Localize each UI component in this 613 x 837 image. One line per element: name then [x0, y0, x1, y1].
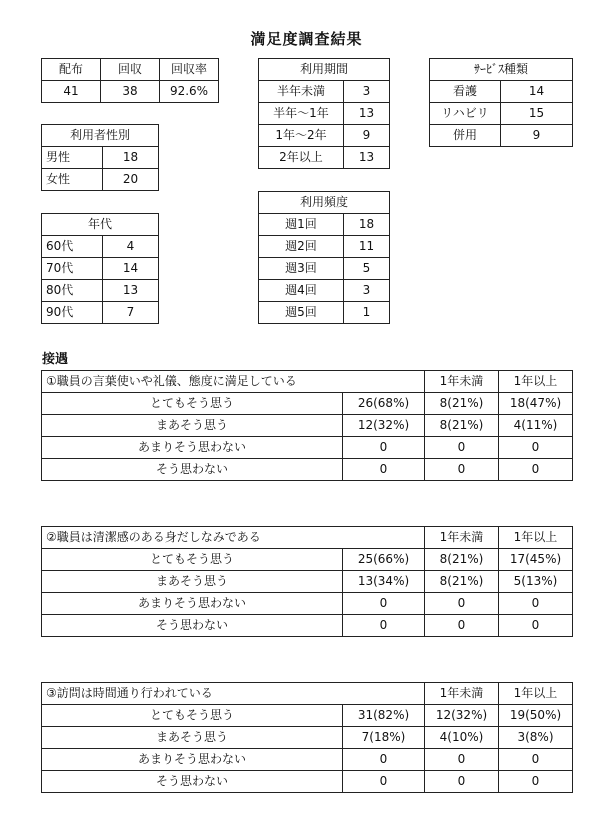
- row-label: 併用: [430, 125, 501, 147]
- table-row: [259, 214, 390, 236]
- answer-over-1yr: 0: [499, 593, 573, 615]
- row-label: 週2回: [259, 236, 344, 258]
- column-header-over-1yr: 1年以上: [499, 683, 573, 705]
- row-value: 13: [103, 280, 159, 302]
- period-table: [258, 58, 390, 169]
- answer-over-1yr: 0: [499, 437, 573, 459]
- row-value: 5: [344, 258, 390, 280]
- row-value: 14: [501, 81, 573, 103]
- answer-under-1yr: 0: [425, 437, 499, 459]
- row-value: 7: [103, 302, 159, 324]
- row-label: 週4回: [259, 280, 344, 302]
- frequency-header: 利用頻度: [259, 192, 390, 214]
- answer-label: まあそう思う: [42, 727, 343, 749]
- table-row: [259, 258, 390, 280]
- row-value: 18: [103, 147, 159, 169]
- gender-table: [41, 124, 159, 191]
- answer-total: 0: [343, 749, 425, 771]
- answer-total: 0: [343, 459, 425, 481]
- table-row: [42, 571, 573, 593]
- table-header-row: [430, 59, 573, 81]
- question-table-2: [41, 526, 573, 637]
- collection-rate-value: 92.6%: [160, 81, 219, 103]
- row-label: 60代: [42, 236, 103, 258]
- table-row: [42, 258, 159, 280]
- question-table-3: [41, 682, 573, 793]
- row-value: 18: [344, 214, 390, 236]
- answer-over-1yr: 18(47%): [499, 393, 573, 415]
- table-row: [259, 103, 390, 125]
- page-title: 満足度調査結果: [250, 30, 363, 48]
- row-label: 週3回: [259, 258, 344, 280]
- answer-total: 0: [343, 771, 425, 793]
- answer-label: そう思わない: [42, 459, 343, 481]
- row-label: 週5回: [259, 302, 344, 324]
- row-label: 半年～1年: [259, 103, 344, 125]
- table-row: [42, 169, 159, 191]
- answer-label: とてもそう思う: [42, 549, 343, 571]
- table-row: [42, 280, 159, 302]
- age-table: [41, 213, 159, 324]
- table-row: [430, 125, 573, 147]
- row-value: 11: [344, 236, 390, 258]
- answer-over-1yr: 0: [499, 771, 573, 793]
- table-header-row: [42, 125, 159, 147]
- row-value: 13: [344, 147, 390, 169]
- collection-distributed-value: 41: [42, 81, 101, 103]
- answer-over-1yr: 3(8%): [499, 727, 573, 749]
- answer-total: 7(18%): [343, 727, 425, 749]
- column-header-under-1yr: 1年未満: [425, 683, 499, 705]
- table-row: [42, 236, 159, 258]
- answer-total: 26(68%): [343, 393, 425, 415]
- row-value: 3: [344, 81, 390, 103]
- answer-under-1yr: 0: [425, 749, 499, 771]
- question-table-1: [41, 370, 573, 481]
- answer-over-1yr: 4(11%): [499, 415, 573, 437]
- row-value: 4: [103, 236, 159, 258]
- answer-total: 25(66%): [343, 549, 425, 571]
- answer-total: 0: [343, 615, 425, 637]
- row-value: 1: [344, 302, 390, 324]
- answer-label: あまりそう思わない: [42, 749, 343, 771]
- table-header-row: [42, 371, 573, 393]
- row-label: 1年～2年: [259, 125, 344, 147]
- answer-under-1yr: 12(32%): [425, 705, 499, 727]
- answer-label: そう思わない: [42, 615, 343, 637]
- answer-label: あまりそう思わない: [42, 437, 343, 459]
- row-label: リハビリ: [430, 103, 501, 125]
- table-row: [42, 393, 573, 415]
- table-row: [42, 593, 573, 615]
- collection-header-distributed: 配布: [42, 59, 101, 81]
- table-row: [42, 81, 219, 103]
- table-row: [430, 81, 573, 103]
- question-title: ①職員の言葉使いや礼儀、態度に満足している: [42, 371, 425, 393]
- answer-under-1yr: 0: [425, 593, 499, 615]
- table-row: [42, 302, 159, 324]
- row-value: 20: [103, 169, 159, 191]
- row-label: 2年以上: [259, 147, 344, 169]
- answer-label: とてもそう思う: [42, 705, 343, 727]
- collection-header-rate: 回収率: [160, 59, 219, 81]
- service-table: [429, 58, 573, 147]
- table-row: [42, 459, 573, 481]
- answer-label: まあそう思う: [42, 571, 343, 593]
- row-value: 13: [344, 103, 390, 125]
- answer-under-1yr: 8(21%): [425, 571, 499, 593]
- answer-total: 12(32%): [343, 415, 425, 437]
- answer-over-1yr: 0: [499, 459, 573, 481]
- answer-over-1yr: 0: [499, 749, 573, 771]
- table-header-row: [42, 683, 573, 705]
- row-label: 看護: [430, 81, 501, 103]
- collection-header-collected: 回収: [101, 59, 160, 81]
- answer-total: 0: [343, 593, 425, 615]
- row-label: 半年未満: [259, 81, 344, 103]
- answer-label: あまりそう思わない: [42, 593, 343, 615]
- answer-under-1yr: 0: [425, 615, 499, 637]
- answer-total: 13(34%): [343, 571, 425, 593]
- table-row: [42, 771, 573, 793]
- row-value: 9: [501, 125, 573, 147]
- age-header: 年代: [42, 214, 159, 236]
- table-row: [42, 705, 573, 727]
- row-value: 15: [501, 103, 573, 125]
- question-title: ③訪問は時間通り行われている: [42, 683, 425, 705]
- answer-under-1yr: 8(21%): [425, 393, 499, 415]
- table-header-row: [42, 527, 573, 549]
- answer-over-1yr: 17(45%): [499, 549, 573, 571]
- column-header-over-1yr: 1年以上: [499, 371, 573, 393]
- table-row: [42, 59, 219, 81]
- answer-over-1yr: 19(50%): [499, 705, 573, 727]
- service-header: ｻｰﾋﾞｽ種類: [430, 59, 573, 81]
- period-header: 利用期間: [259, 59, 390, 81]
- table-row: [259, 147, 390, 169]
- table-row: [430, 103, 573, 125]
- table-header-row: [259, 192, 390, 214]
- table-row: [42, 615, 573, 637]
- table-row: [42, 727, 573, 749]
- table-row: [42, 549, 573, 571]
- answer-over-1yr: 5(13%): [499, 571, 573, 593]
- column-header-over-1yr: 1年以上: [499, 527, 573, 549]
- answer-under-1yr: 4(10%): [425, 727, 499, 749]
- row-value: 14: [103, 258, 159, 280]
- answer-label: そう思わない: [42, 771, 343, 793]
- answer-under-1yr: 0: [425, 771, 499, 793]
- table-row: [259, 236, 390, 258]
- column-header-under-1yr: 1年未満: [425, 371, 499, 393]
- row-value: 9: [344, 125, 390, 147]
- answer-label: まあそう思う: [42, 415, 343, 437]
- section-title: 接遇: [42, 352, 69, 367]
- table-header-row: [259, 59, 390, 81]
- table-row: [42, 437, 573, 459]
- row-label: 男性: [42, 147, 103, 169]
- table-header-row: [42, 214, 159, 236]
- table-row: [259, 81, 390, 103]
- answer-under-1yr: 0: [425, 459, 499, 481]
- table-row: [259, 125, 390, 147]
- answer-total: 31(82%): [343, 705, 425, 727]
- table-row: [259, 280, 390, 302]
- row-label: 週1回: [259, 214, 344, 236]
- row-label: 80代: [42, 280, 103, 302]
- answer-under-1yr: 8(21%): [425, 415, 499, 437]
- gender-header: 利用者性別: [42, 125, 159, 147]
- question-title: ②職員は清潔感のある身だしなみである: [42, 527, 425, 549]
- column-header-under-1yr: 1年未満: [425, 527, 499, 549]
- answer-total: 0: [343, 437, 425, 459]
- collection-collected-value: 38: [101, 81, 160, 103]
- frequency-table: [258, 191, 390, 324]
- row-label: 70代: [42, 258, 103, 280]
- row-label: 女性: [42, 169, 103, 191]
- collection-table: [41, 58, 219, 103]
- answer-over-1yr: 0: [499, 615, 573, 637]
- row-value: 3: [344, 280, 390, 302]
- answer-label: とてもそう思う: [42, 393, 343, 415]
- table-row: [259, 302, 390, 324]
- table-row: [42, 147, 159, 169]
- table-row: [42, 749, 573, 771]
- answer-under-1yr: 8(21%): [425, 549, 499, 571]
- table-row: [42, 415, 573, 437]
- row-label: 90代: [42, 302, 103, 324]
